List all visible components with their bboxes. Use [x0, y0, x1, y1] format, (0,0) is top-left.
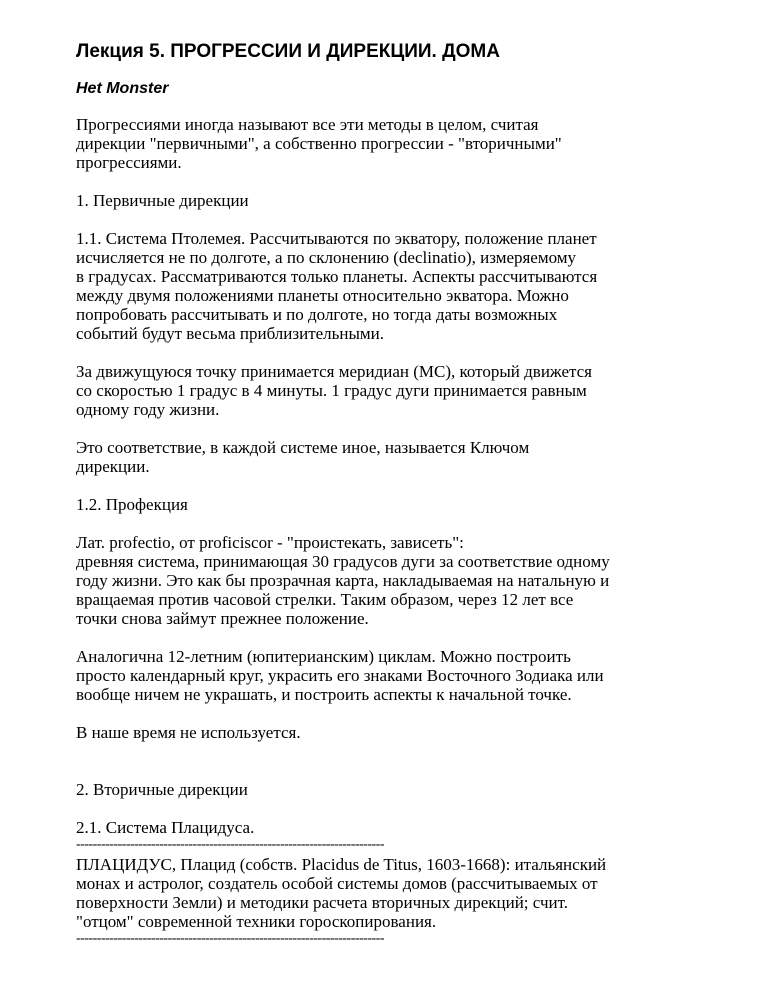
paragraph-jupiter-cycles: Аналогична 12-летним (юпитерианским) циклам. Можно построить просто календарный круг, украсить его знаками Восточного Зодиака или вообще ничем не украшать, и построить аспекты к начальной точке.: [76, 647, 604, 704]
lecture-title: Лекция 5. ПРОГРЕССИИ И ДИРЕКЦИИ. ДОМА: [76, 41, 500, 62]
section-heading-profection: 1.2. Профекция: [76, 495, 188, 514]
author-name: Het Monster: [76, 80, 169, 97]
paragraph-intro: Прогрессиями иногда называют все эти методы в целом, считая дирекции "первичными", а собственно прогрессии - "вторичными" прогрессиями.: [76, 115, 562, 172]
paragraph-profectio: Лат. profectio, от proficiscor - "проистекать, зависеть": древняя система, принимающая 30 градусов дуги за соответствие одному году жизни. Это как бы прозрачная карта, накладываемая на натальную и вращаемая против часовой стрелки. Таким образом, через 12 лет все точки снова займут прежнее положение.: [76, 533, 610, 628]
dashed-separator-top: --------------------------------------------------------------------------: [76, 837, 384, 852]
section-heading-placidus-system: 2.1. Система Плацидуса.: [76, 818, 255, 837]
paragraph-ptolemy-system: 1.1. Система Птолемея. Рассчитываются по экватору, положение планет исчисляется не по долготе, а по склонению (declinatio), измеряемому в градусах. Рассматриваются только планеты. Аспекты рассчитываются между двумя положениями планеты относительно экватора. Можно попробовать рассчитывать и по долготе, но тогда даты возможных событий будут весьма приблизительными.: [76, 229, 598, 343]
paragraph-not-used: В наше время не используется.: [76, 723, 301, 742]
section-heading-secondary-directions: 2. Вторичные дирекции: [76, 780, 248, 799]
section-heading-primary-directions: 1. Первичные дирекции: [76, 191, 249, 210]
dashed-separator-bottom: --------------------------------------------------------------------------: [76, 931, 384, 946]
paragraph-mc: За движущуюся точку принимается меридиан (MC), который движется со скоростью 1 градус в 4 минуты. 1 градус дуги принимается равным одному году жизни.: [76, 362, 593, 419]
paragraph-direction-key: Это соответствие, в каждой системе иное, называется Ключом дирекции.: [76, 438, 530, 476]
paragraph-placidus-bio: ПЛАЦИДУС, Плацид (собств. Placidus de Titus, 1603-1668): итальянский монах и астролог, создатель особой системы домов (рассчитываемых от поверхности Земли) и методики расчета вторичных дирекций; счит. "отцом" современной техники гороскопирования.: [76, 855, 607, 931]
document-page: [76, 40, 716, 947]
document-body: [76, 115, 716, 947]
